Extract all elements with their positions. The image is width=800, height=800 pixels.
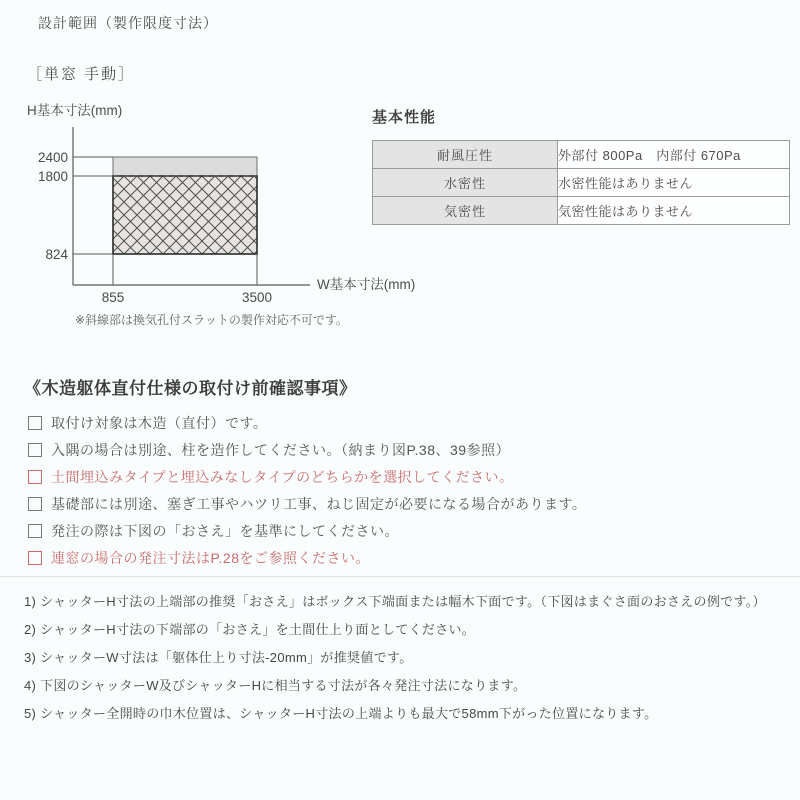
note-line: 1) シャッターH寸法の上端部の推奨「おさえ」はボックス下端面または幅木下面です。（下図はまぐさ面のおさえの例です。） bbox=[24, 594, 766, 609]
table-row bbox=[373, 197, 790, 225]
list-item bbox=[28, 544, 586, 571]
note-line: 5) シャッター全開時の巾木位置は、シャッターH寸法の上端よりも最大で58mm下がった位置になります。 bbox=[24, 706, 658, 721]
list-item bbox=[28, 463, 586, 490]
list-item bbox=[28, 517, 586, 544]
note-line: 3) シャッターW寸法は「躯体仕上り寸法-20mm」が推奨値です。 bbox=[24, 650, 413, 665]
perf-row-value: 水密性能はありません bbox=[558, 169, 790, 197]
list-item bbox=[28, 490, 586, 517]
checkbox-icon bbox=[28, 551, 42, 565]
perf-row-value: 気密性能はありません bbox=[558, 197, 790, 225]
checklist-item-text: 発注の際は下図の「おさえ」を基準にしてください。 bbox=[51, 522, 399, 539]
checklist-heading: 《木造躯体直付仕様の取付け前確認事項》 bbox=[24, 379, 357, 398]
performance-title: 基本性能 bbox=[372, 109, 437, 126]
y-axis-label: H基本寸法(mm) bbox=[27, 103, 123, 118]
hatch-pattern-overlay bbox=[113, 176, 257, 254]
performance-table bbox=[372, 140, 790, 225]
checklist-item-text: 基礎部には別途、塞ぎ工事やハツリ工事、ねじ固定が必要になる場合があります。 bbox=[51, 495, 587, 512]
order-notes bbox=[24, 591, 766, 731]
note-line: 4) 下図のシャッターW及びシャッターHに相当する寸法が各々発注寸法になります。 bbox=[24, 678, 527, 693]
perf-row-label: 気密性 bbox=[373, 197, 558, 225]
y-tick-2400: 2400 bbox=[37, 150, 68, 165]
x-tick-855: 855 bbox=[101, 290, 125, 305]
perf-row-value: 外部付 800Pa 内部付 670Pa bbox=[558, 141, 790, 169]
checklist-item-text: 連窓の場合の発注寸法はP.28をご参照ください。 bbox=[51, 549, 370, 566]
page-title: 設計範囲（製作限度寸法） bbox=[38, 15, 218, 31]
upper-range-band bbox=[113, 157, 257, 176]
list-item bbox=[28, 409, 586, 436]
checkbox-icon bbox=[28, 524, 42, 538]
checkbox-icon bbox=[28, 416, 42, 430]
checklist bbox=[28, 409, 586, 571]
note-line: 2) シャッターH寸法の下端部の「おさえ」を土間仕上り面としてください。 bbox=[24, 622, 476, 637]
list-item bbox=[28, 436, 586, 463]
y-tick-824: 824 bbox=[45, 247, 68, 262]
perf-row-label: 水密性 bbox=[373, 169, 558, 197]
window-type-label: ［単窓 手動］ bbox=[27, 66, 136, 83]
section-divider bbox=[0, 576, 800, 577]
y-tick-1800: 1800 bbox=[37, 169, 68, 184]
x-axis-label: W基本寸法(mm) bbox=[317, 277, 416, 292]
checklist-item-text: 土間埋込みタイプと埋込みなしタイプのどちらかを選択してください。 bbox=[51, 468, 514, 485]
chart-footnote: ※斜線部は換気孔付スラットの製作対応不可です。 bbox=[75, 313, 348, 327]
performance-section bbox=[372, 106, 790, 225]
checklist-item-text: 入隅の場合は別途、柱を造作してください。（納まり図P.38、39参照） bbox=[51, 441, 511, 458]
checkbox-icon bbox=[28, 443, 42, 457]
checkbox-icon bbox=[28, 470, 42, 484]
table-row bbox=[373, 169, 790, 197]
width-guide-lines bbox=[113, 254, 257, 285]
tick-guide-lines bbox=[73, 157, 113, 254]
perf-row-label: 耐風圧性 bbox=[373, 141, 558, 169]
table-row bbox=[373, 141, 790, 169]
checkbox-icon bbox=[28, 497, 42, 511]
checklist-item-text: 取付け対象は木造（直付）です。 bbox=[51, 414, 268, 431]
x-tick-3500: 3500 bbox=[241, 290, 273, 305]
